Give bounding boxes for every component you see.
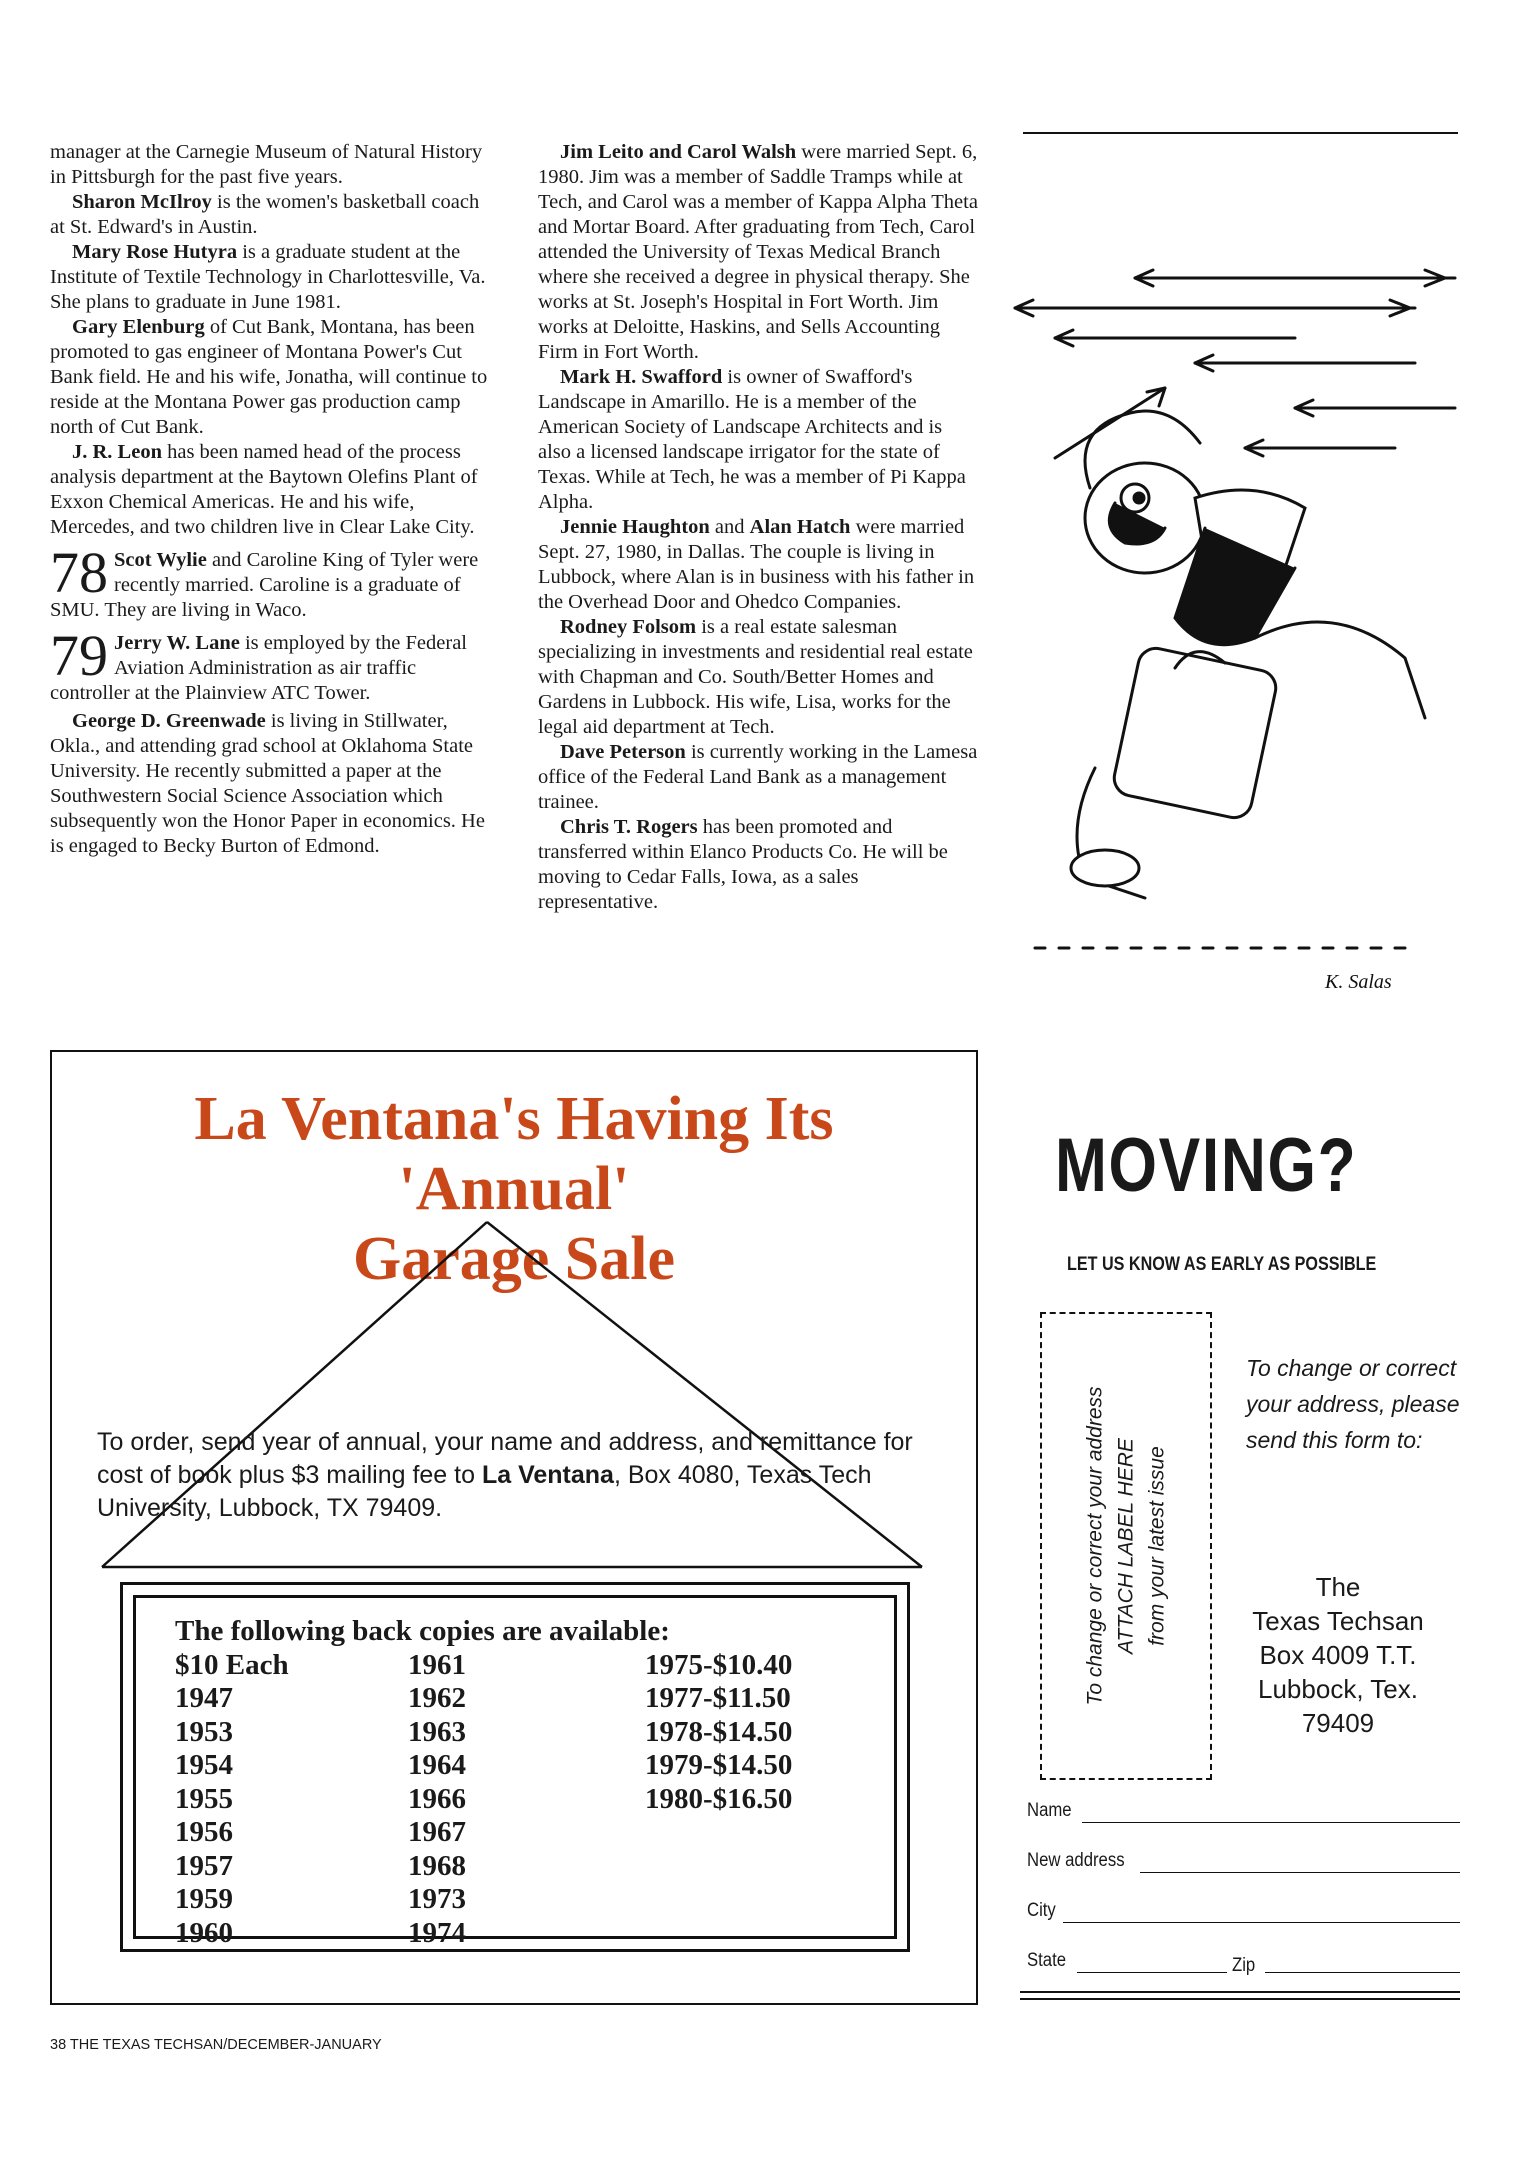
- city-field[interactable]: [1063, 1922, 1460, 1923]
- arrow-icon: [1055, 388, 1165, 458]
- arrow-icon: [1245, 440, 1395, 456]
- back-copy-item: 1966: [408, 1782, 466, 1815]
- back-copy-item: 1980-$16.50: [645, 1782, 793, 1815]
- year-number: 78: [50, 540, 108, 605]
- back-copies-column: [645, 1649, 792, 1817]
- name-label: Name: [1027, 1800, 1072, 1821]
- year-number: 79: [50, 623, 108, 688]
- back-copy-item: $10 Each: [175, 1648, 289, 1681]
- back-copy-item: 1975-$10.40: [645, 1648, 793, 1681]
- back-copy-item: 1978-$14.50: [645, 1715, 793, 1748]
- paragraph: Mark H. Swafford is owner of Swafford's Landscape in Amarillo. He is a member of the American Society of Landscape Architects and is also a licensed landscape irrigator for the state of Texas. While at Tech, he was a member of Pi Kappa Alpha.: [538, 366, 966, 513]
- paragraph: manager at the Carnegie Museum of Natural History in Pittsburgh for the past five years.: [50, 141, 483, 188]
- arrow-icon: [1015, 300, 1415, 316]
- paragraph: Chris T. Rogers has been promoted and transferred within Elanco Products Co. He will be moving to Cedar Falls, Iowa, as a sales representative.: [538, 816, 948, 913]
- back-copies-column: [175, 1649, 289, 1951]
- zip-label: Zip: [1232, 1955, 1256, 1976]
- new-address-field[interactable]: [1140, 1872, 1460, 1873]
- back-copy-item: 1963: [408, 1715, 466, 1748]
- garage-sale-ad: [50, 1050, 978, 2005]
- ad-title-line: Garage Sale: [353, 1225, 675, 1293]
- back-copy-item: 1957: [175, 1849, 233, 1882]
- paragraph: Jim Leito and Carol Walsh were married Sept. 6, 1980. Jim was a member of Saddle Tramps while at Tech, and Carol was a member of Kappa Alpha Theta and Mortar Board. After graduating from Tech, Carol attended the University of Texas Medical Branch where she received a degree in physical therapy. She works at St. Joseph's Hospital in Fort Worth. Jim works at Deloitte, Haskins, and Sells Accounting Firm in Fort Worth.: [538, 141, 978, 363]
- change-instructions: To change or correct your address, please send this form to:: [1246, 1355, 1460, 1453]
- paragraph: Jennie Haughton and Alan Hatch were married Sept. 27, 1980, in Dallas. The couple is living in Lubbock, where Alan is in business with his father in the Overhead Door and Ohedco Companies.: [538, 516, 975, 613]
- moving-heading: MOVING?: [1055, 1123, 1358, 1208]
- paragraph: J. R. Leon has been named head of the process analysis department at the Baytown Olefins Plant of Exxon Chemical Americas. He and his wife, Mercedes, and two children live in Clear Lake City.: [50, 441, 478, 538]
- back-copies-box: [120, 1582, 910, 1952]
- back-copy-item: 1973: [408, 1883, 466, 1915]
- state-field[interactable]: [1077, 1972, 1227, 1973]
- back-copy-item: 1974: [408, 1916, 466, 1949]
- paragraph: Rodney Folsom is a real estate salesman specializing in investments and residential real estate with Chapman and Co. South/Better Homes and Gardens in Lubbock. His wife, Lisa, works for the legal aid department at Tech.: [538, 616, 973, 738]
- back-copy-item: 1967: [408, 1816, 466, 1848]
- paragraph: Dave Peterson is currently working in the Lamesa office of the Federal Land Bank as a management trainee.: [538, 741, 978, 813]
- mailing-address: The Texas Techsan Box 4009 T.T. Lubbock, Tex. 79409: [1252, 1572, 1424, 1738]
- zip-field[interactable]: [1265, 1972, 1460, 1973]
- back-copy-item: 1979-$14.50: [645, 1749, 793, 1781]
- paragraph: Gary Elenburg of Cut Bank, Montana, has been promoted to gas engineer of Montana Power's Cut Bank field. He and his wife, Jonatha, will continue to reside at the Montana Power gas production camp north of Cut Bank.: [50, 316, 488, 438]
- ad-title-line: 'Annual': [398, 1155, 630, 1223]
- new-address-label: New address: [1027, 1850, 1125, 1871]
- order-instructions: To order, send year of annual, your name and address, and remittance for cost of book plus $3 mailing fee to La Ventana, Box 4080, Texas Tech University, Lubbock, TX 79409.: [97, 1428, 913, 1522]
- back-copy-item: 1953: [175, 1715, 233, 1748]
- back-copy-item: 1962: [408, 1682, 466, 1714]
- back-copy-item: 1959: [175, 1883, 233, 1915]
- paragraph: Sharon McIlroy is the women's basketball coach at St. Edward's in Austin.: [50, 191, 480, 238]
- class-year-79: 79 Jerry W. Lane is employed by the Federal Aviation Administration as air traffic controller at the Plainview ATC Tower.: [50, 623, 467, 704]
- paragraph: Mary Rose Hutyra is a graduate student at the Institute of Textile Technology in Charlottesville, Va. She plans to graduate in June 1981.: [50, 241, 486, 313]
- moving-subheading: LET US KNOW AS EARLY AS POSSIBLE: [1067, 1254, 1377, 1275]
- back-copy-item: 1977-$11.50: [645, 1682, 791, 1714]
- state-label: State: [1027, 1950, 1067, 1971]
- back-copy-item: 1947: [175, 1682, 233, 1714]
- label-instructions: To change or correct your address ATTACH LABEL HERE from your latest issue: [1083, 1386, 1169, 1706]
- class-year-78: 78 Scot Wylie and Caroline King of Tyler were recently married. Caroline is a graduate of SMU. They are living in Waco.: [50, 540, 479, 621]
- top-rule: [1023, 132, 1458, 134]
- back-copy-item: 1968: [408, 1849, 466, 1882]
- back-copy-item: 1961: [408, 1648, 466, 1681]
- back-copies-column: [408, 1649, 466, 1951]
- column-middle: [538, 140, 978, 915]
- back-copy-item: 1960: [175, 1916, 233, 1949]
- page-footer: 38 THE TEXAS TECHSAN/DECEMBER-JANUARY: [50, 2037, 382, 2053]
- arrow-icon: [1055, 330, 1295, 346]
- back-copies-header: The following back copies are available:: [175, 1615, 670, 1647]
- ad-title-line: La Ventana's Having Its: [194, 1085, 834, 1153]
- arrow-icon: [1195, 355, 1415, 371]
- cartoon-signature: K. Salas: [1325, 971, 1392, 993]
- bottom-rule: [1020, 1991, 1460, 2005]
- back-copy-item: 1956: [175, 1816, 233, 1848]
- label-area[interactable]: [1040, 1312, 1212, 1780]
- back-copy-item: 1954: [175, 1749, 233, 1781]
- back-copy-item: 1955: [175, 1782, 233, 1815]
- arrow-icon: [1295, 400, 1455, 416]
- name-field[interactable]: [1082, 1822, 1460, 1823]
- column-left: [50, 140, 488, 859]
- paragraph: George D. Greenwade is living in Stillwater, Okla., and attending grad school at Oklahoma State University. He recently submitted a paper at the Southwestern Social Science Association which subsequently won the Honor Paper in economics. He is engaged to Becky Burton of Edmond.: [50, 710, 485, 857]
- city-label: City: [1027, 1900, 1056, 1921]
- back-copy-item: 1964: [408, 1749, 466, 1781]
- arrow-icon: [1135, 270, 1455, 286]
- running-man-cartoon: [995, 228, 1465, 1028]
- back-copies-list: [175, 1615, 793, 1949]
